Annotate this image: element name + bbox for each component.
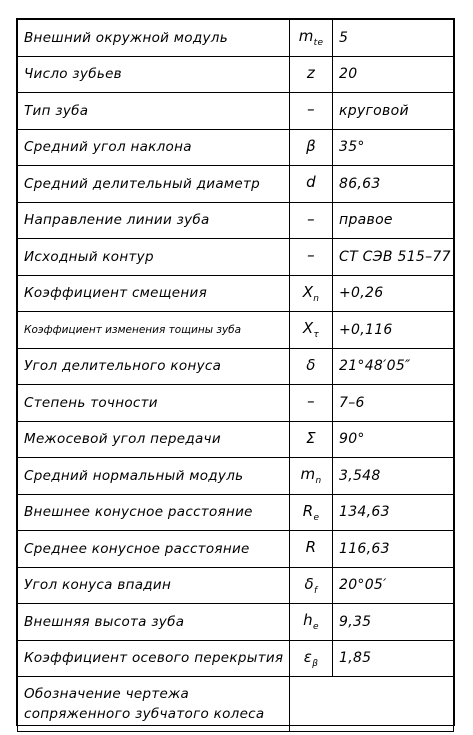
param-value: 20 xyxy=(333,56,454,93)
param-value: 86,63 xyxy=(333,166,454,203)
param-value: круговой xyxy=(333,93,454,130)
param-symbol: z xyxy=(290,56,333,93)
table-row xyxy=(18,385,454,422)
param-name: Средний угол наклона xyxy=(18,129,290,166)
param-name: Коэффициент смещения xyxy=(18,275,290,312)
mating-gear-drawing-label xyxy=(18,677,290,732)
table-row xyxy=(18,567,454,604)
param-name: Среднее конусное расстояние xyxy=(18,531,290,568)
param-symbol: $m_n$ xyxy=(290,458,333,495)
param-value: 7–6 xyxy=(333,385,454,422)
param-name: Тип зуба xyxy=(18,93,290,130)
table-row xyxy=(18,348,454,385)
param-value: 20°05′ xyxy=(333,567,454,604)
param-symbol: $h_e$ xyxy=(290,604,333,641)
param-name: Внешний окружной модуль xyxy=(18,20,290,57)
footer-line-2: сопряженного зубчатого колеса xyxy=(24,706,265,722)
table-row xyxy=(18,129,454,166)
param-name: Угол конуса впадин xyxy=(18,567,290,604)
table-row xyxy=(18,458,454,495)
mating-gear-drawing-value xyxy=(290,677,454,732)
gear-parameters-table xyxy=(17,19,454,732)
param-name: Угол делительного конуса xyxy=(18,348,290,385)
table-row xyxy=(18,312,454,349)
param-name: Коэффициент осевого перекрытия xyxy=(18,640,290,677)
table-row xyxy=(18,239,454,276)
param-value: 9,35 xyxy=(333,604,454,641)
table-row xyxy=(18,56,454,93)
param-symbol: $X_\tau$ xyxy=(290,312,333,349)
param-value: 1,85 xyxy=(333,640,454,677)
param-value: 90° xyxy=(333,421,454,458)
param-name: Межосевой угол передачи xyxy=(18,421,290,458)
param-value: СТ СЭВ 515–77 xyxy=(333,239,454,276)
param-value: 134,63 xyxy=(333,494,454,531)
param-symbol: d xyxy=(290,166,333,203)
param-name: Степень точности xyxy=(18,385,290,422)
param-name: Средний нормальный модуль xyxy=(18,458,290,495)
param-symbol: β xyxy=(290,129,333,166)
param-value: 3,548 xyxy=(333,458,454,495)
param-value: +0,26 xyxy=(333,275,454,312)
table-row-drawing-reference xyxy=(18,677,454,732)
footer-line-1: Обозначение чертежа xyxy=(24,686,190,702)
param-name: Число зубьев xyxy=(18,56,290,93)
param-name: Направление линии зуба xyxy=(18,202,290,239)
param-name: Коэффициент изменения тощины зуба xyxy=(18,312,290,349)
param-symbol: – xyxy=(290,239,333,276)
param-value: правое xyxy=(333,202,454,239)
param-value: 35° xyxy=(333,129,454,166)
table-row xyxy=(18,640,454,677)
param-symbol: $\delta_f$ xyxy=(290,567,333,604)
param-symbol: Σ xyxy=(290,421,333,458)
table-row xyxy=(18,421,454,458)
param-name: Внешнее конусное расстояние xyxy=(18,494,290,531)
table-row xyxy=(18,166,454,203)
param-name: Внешняя высота зуба xyxy=(18,604,290,641)
gear-parameters-sheet xyxy=(16,18,455,726)
param-symbol: R xyxy=(290,531,333,568)
param-value: +0,116 xyxy=(333,312,454,349)
param-symbol: $m_{te}$ xyxy=(290,20,333,57)
table-row xyxy=(18,202,454,239)
table-row xyxy=(18,275,454,312)
param-symbol: $\varepsilon_\beta$ xyxy=(290,640,333,677)
table-row xyxy=(18,20,454,57)
param-symbol: δ xyxy=(290,348,333,385)
param-symbol: $X_n$ xyxy=(290,275,333,312)
param-symbol: – xyxy=(290,385,333,422)
param-symbol: – xyxy=(290,93,333,130)
table-row xyxy=(18,531,454,568)
param-symbol: $R_e$ xyxy=(290,494,333,531)
param-value: 21°48′05″ xyxy=(333,348,454,385)
param-name: Средний делительный диаметр xyxy=(18,166,290,203)
param-value: 5 xyxy=(333,20,454,57)
table-row xyxy=(18,494,454,531)
param-name: Исходный контур xyxy=(18,239,290,276)
table-row xyxy=(18,604,454,641)
param-value: 116,63 xyxy=(333,531,454,568)
table-row xyxy=(18,93,454,130)
param-symbol: – xyxy=(290,202,333,239)
